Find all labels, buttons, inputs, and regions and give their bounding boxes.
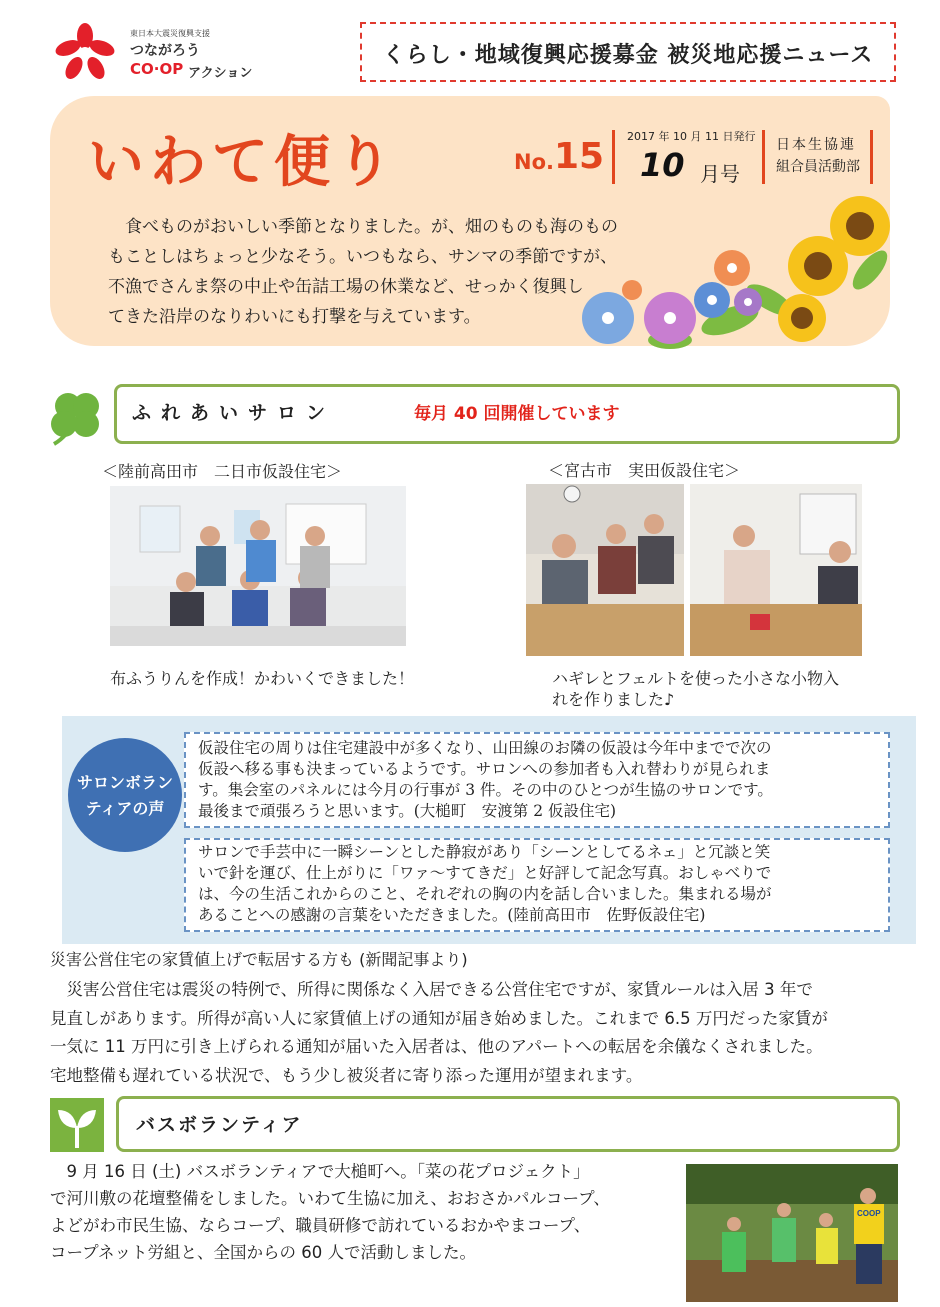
bus-title: バスボランティア [136, 1114, 303, 1136]
bus-text [50, 1158, 680, 1266]
craft-photo-miyako-1 [526, 484, 684, 656]
article-line: 見直しがあります。所得が高い人に家賃値上げの通知が届き始めました。これまで 6.5 万円だった家賃が [50, 1008, 828, 1028]
voice-line: 仮設住宅の周りは住宅建設中が多くなり、山田線のお隣の仮設は今年中までで次の [198, 739, 772, 757]
article-title: 災害公営住宅の家賃値上げで転居する方も (新聞記事より) [50, 950, 468, 969]
vest-label: COOP [857, 1209, 881, 1218]
intro-line: 食べものがおいしい季節となりました。が、畑のものも海のもの [108, 217, 618, 237]
volunteer-voice-label [68, 770, 182, 822]
salon-subtitle: 毎月 40 回開催しています [414, 404, 620, 424]
article-line: 宅地整備も遅れている状況で、もう少し被災者に寄り添った運用が望まれます。 [50, 1065, 643, 1085]
sprout-icon [50, 1098, 104, 1152]
header-divider [762, 130, 765, 184]
coop-flower-logo [52, 22, 118, 84]
bus-line: で河川敷の花壇整備をしました。いわて生協に加え、おおさかパルコープ、 [50, 1189, 610, 1208]
left-photo-caption: 布ふうりんを作成！かわいくできました！ [110, 669, 415, 688]
issue-month-suffix: 月号 [700, 162, 740, 186]
voice-line: あることへの感謝の言葉をいただきました。(陸前高田市 佐野仮設住宅) [198, 906, 706, 924]
bus-line: コープネット労組と、全国からの 60 人で活動しました。 [50, 1243, 477, 1262]
intro-line: 不漁でさんま祭の中止や缶詰工場の休業など、せっかく復興し [108, 277, 584, 297]
org-name-line2: 組合員活動部 [776, 159, 860, 175]
voice-line: サロンで手芸中に一瞬シーンとした静寂があり「シーンとしてるネェ」と冗談と笑 [198, 843, 771, 861]
voice-text-rikuzentakata [198, 842, 884, 926]
volunteer-photo [686, 1164, 898, 1302]
news-banner-title: くらし・地域復興応援募金 被災地応援ニュース [382, 43, 874, 68]
sunflower-morning-glory-illustration [520, 190, 900, 350]
voice-line: す。集会室のパネルには今月の行事が 3 件。その中のひとつが生協のサロンです。 [198, 781, 773, 799]
issue-no-label: No. [514, 150, 554, 174]
volunteer-voice-label-line: ティアの声 [85, 799, 165, 818]
voice-line: 仮設へ移る事も決まっているようです。サロンへの参加者も入れ替わりが見られま [198, 760, 771, 778]
voice-text-otsuchi [198, 738, 884, 822]
org-name-line1: 日本生協連 [776, 137, 856, 153]
left-photo-location: ＜陸前高田市 二日市仮設住宅＞ [102, 462, 343, 481]
bus-line: 9 月 16 日 (土) バスボランティアで大槌町へ。「菜の花プロジェクト」 [50, 1162, 590, 1181]
article-line: 災害公営住宅は震災の特例で、所得に関係なく入居できる公営住宅ですが、家賃ルールは入居 3 年で [50, 980, 813, 999]
intro-line: てきた沿岸のなりわいにも打撃を与えています。 [108, 307, 481, 327]
volunteer-voice-label-line: サロンボラン [76, 773, 173, 792]
salon-title: ふれあいサロン [132, 402, 336, 424]
logo-support-text: 東日本大震災復興支援 [130, 29, 210, 38]
issue-date: 2017 年 10 月 11 日発行 [627, 130, 756, 143]
right-photo-caption-line2: れを作りました♪ [552, 690, 675, 709]
logo-coop: CO·OP [130, 60, 184, 78]
article-body [50, 976, 910, 1090]
voice-line: は、今の生活これからのこと、それぞれの胸の内を話し合いました。集まれる場が [198, 885, 772, 903]
issue-number: 15 [554, 136, 605, 177]
logo-action: アクション [188, 66, 253, 81]
header-divider [870, 130, 873, 184]
issue-month-number: 10 [640, 146, 685, 184]
logo-name: つながろう [130, 43, 200, 59]
article-line: 一気に 11 万円に引き上げられる通知が届いた入居者は、他のアパートへの転居を余儀なくされました。 [50, 1037, 823, 1056]
intro-line: もことしはちょっと少なそう。いつもなら、サンマの季節ですが、 [108, 247, 618, 267]
header-divider [612, 130, 615, 184]
voice-line: いで針を運び、仕上がりに「ワァ～すてきだ」と好評して記念写真。おしゃべりで [198, 864, 772, 882]
right-photo-caption-line1: ハギレとフェルトを使った小さな小物入 [552, 669, 840, 688]
clover-icon [46, 388, 108, 448]
newsletter-title: いわて便り [88, 129, 398, 195]
right-photo-location: ＜宮古市 実田仮設住宅＞ [548, 461, 741, 480]
bus-line: よどがわ市民生協、ならコープ、職員研修で訪れているおかやまコープ、 [50, 1216, 591, 1235]
voice-line: 最後まで頑張ろうと思います。(大槌町 安渡第 2 仮設住宅) [198, 802, 617, 820]
craft-photo-miyako-2 [690, 484, 862, 656]
group-photo-rikuzentakata [110, 486, 406, 646]
